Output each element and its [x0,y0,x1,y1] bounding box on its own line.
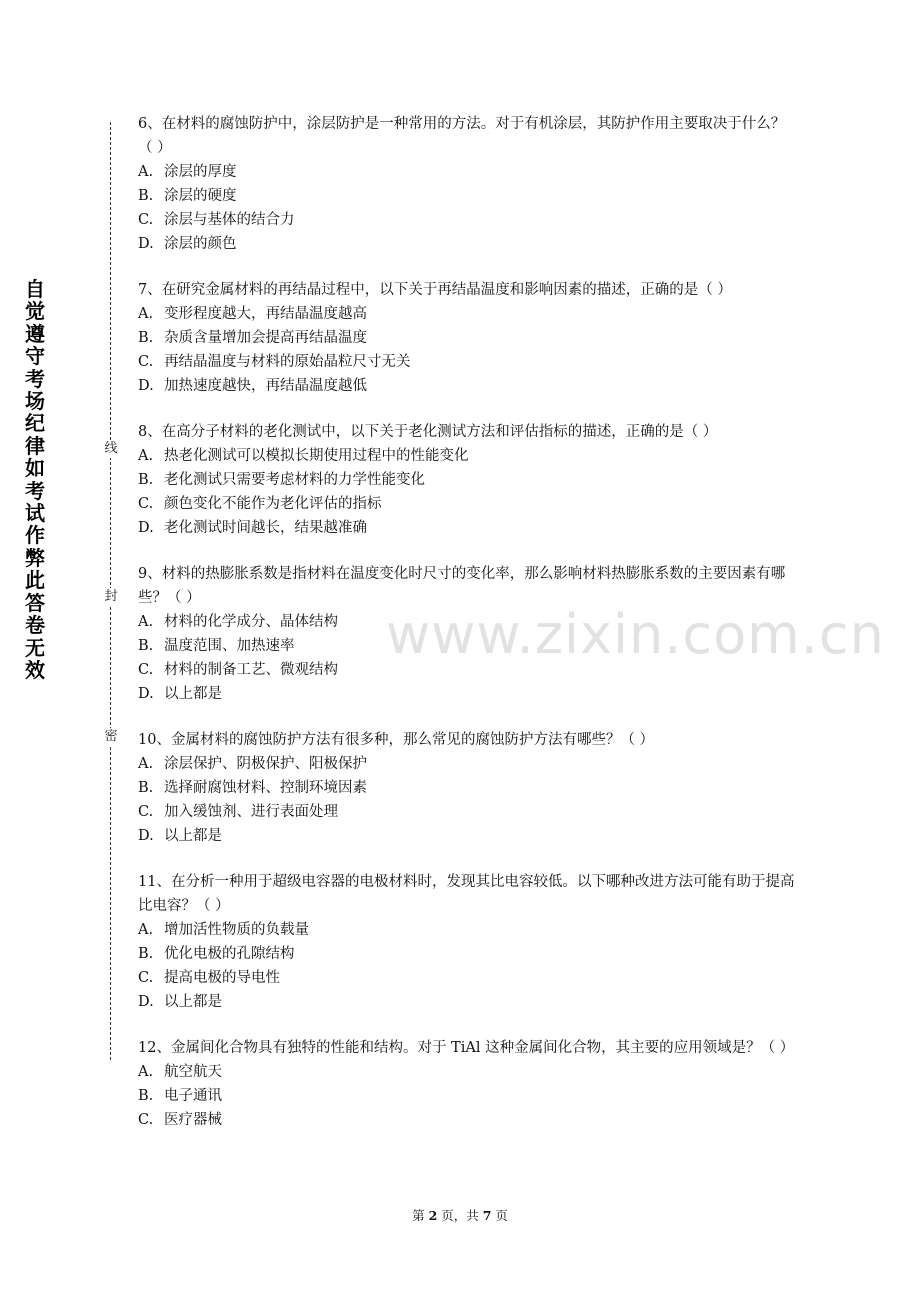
option-letter: B. [138,188,154,204]
seal-label-seal: 封 [104,589,118,604]
question-stem: 6、在材料的腐蚀防护中，涂层防护是一种常用的方法。对于有机涂层，其防护作用主要取决于什么？（ ） [138,116,786,156]
question-block [138,1036,798,1132]
seal-label-secret: 密 [104,729,118,744]
option-text: 以上都是 [164,828,222,844]
option-text: 以上都是 [164,994,222,1010]
answer-option [138,232,798,256]
option-letter: C. [138,804,154,820]
watermark: www.zixin.com.cn [386,603,885,666]
footer-middle: 页，共 [437,1208,483,1223]
option-text: 杂质含量增加会提高再结晶温度 [164,330,367,346]
option-letter: A. [138,164,154,180]
option-letter: B. [138,946,154,962]
option-letter: C. [138,496,154,512]
option-letter: D. [138,828,154,844]
option-letter: C. [138,970,154,986]
answer-option [138,1108,798,1132]
answer-option [138,824,798,848]
option-letter: A. [138,756,154,772]
question-list [138,112,885,1154]
answer-option [138,1084,798,1108]
option-text: 医疗器械 [164,1112,222,1128]
answer-option [138,184,798,208]
option-text: 加入缓蚀剂、进行表面处理 [164,804,338,820]
option-text: 航空航天 [164,1064,222,1080]
answer-option [138,776,798,800]
option-text: 涂层的硬度 [164,188,237,204]
option-letter: A. [138,306,154,322]
question-stem: 11、在分析一种用于超级电容器的电极材料时，发现其比电容较低。以下哪种改进方法可能有助于提高比电容？（ ） [138,874,795,914]
question-stem: 7、在研究金属材料的再结晶过程中，以下关于再结晶温度和影响因素的描述，正确的是（ ） [138,282,732,298]
answer-option [138,634,798,658]
option-text: 再结晶温度与材料的原始晶粒尺寸无关 [164,354,411,370]
option-letter: C. [138,1112,154,1128]
question-block [138,278,798,398]
answer-option [138,610,798,634]
answer-option [138,682,798,706]
option-text: 优化电极的孔隙结构 [164,946,295,962]
option-text: 增加活性物质的负载量 [164,922,309,938]
footer-suffix: 页 [491,1208,508,1223]
answer-option [138,918,798,942]
page-footer [0,1206,920,1226]
option-letter: B. [138,1088,154,1104]
option-letter: A. [138,448,154,464]
answer-option [138,966,798,990]
option-text: 涂层的厚度 [164,164,237,180]
answer-option [138,1060,798,1084]
option-letter: B. [138,780,154,796]
option-letter: D. [138,686,154,702]
option-letter: D. [138,236,154,252]
footer-prefix: 第 [412,1208,429,1223]
answer-option [138,516,798,540]
option-text: 涂层的颜色 [164,236,237,252]
answer-option [138,208,798,232]
answer-option [138,350,798,374]
question-stem: 9、材料的热膨胀系数是指材料在温度变化时尺寸的变化率，那么影响材料热膨胀系数的主要因素有哪些？（ ） [138,566,786,606]
answer-option [138,374,798,398]
answer-option [138,752,798,776]
option-letter: D. [138,378,154,394]
option-text: 老化测试时间越长，结果越准确 [164,520,367,536]
option-letter: B. [138,638,154,654]
option-text: 涂层保护、阴极保护、阳极保护 [164,756,367,772]
option-text: 提高电极的导电性 [164,970,280,986]
option-letter: D. [138,520,154,536]
question-stem: 12、金属间化合物具有独特的性能和结构。对于 TiAl 这种金属间化合物，其主要的应用领域是？（ ） [138,1040,795,1056]
option-text: 变形程度越大，再结晶温度越高 [164,306,367,322]
question-stem: 10、金属材料的腐蚀防护方法有很多种，那么常见的腐蚀防护方法有哪些？（ ） [138,732,655,748]
answer-option [138,942,798,966]
question-block [138,562,885,706]
option-letter: C. [138,662,154,678]
question-block [138,420,798,540]
footer-total-pages: 7 [482,1208,492,1223]
option-text: 涂层与基体的结合力 [164,212,295,228]
option-letter: B. [138,330,154,346]
exam-discipline-notice: 自 觉 遵 守 考 场 纪 律 如 考 试 作 弊 此 答 卷 无 效 [25,277,45,682]
answer-option [138,990,798,1014]
option-text: 老化测试只需要考虑材料的力学性能变化 [164,472,425,488]
answer-option [138,658,798,682]
option-text: 热老化测试可以模拟长期使用过程中的性能变化 [164,448,469,464]
footer-page-number: 2 [428,1208,438,1223]
option-letter: A. [138,614,154,630]
option-text: 电子通讯 [164,1088,222,1104]
question-block [138,870,798,1014]
answer-option [138,326,798,350]
answer-option [138,302,798,326]
option-text: 以上都是 [164,686,222,702]
question-block [138,728,798,848]
option-letter: C. [138,212,154,228]
question-stem: 8、在高分子材料的老化测试中，以下关于老化测试方法和评估指标的描述，正确的是（ ） [138,424,718,440]
question-block [138,112,798,256]
answer-option [138,492,798,516]
option-text: 颜色变化不能作为老化评估的指标 [164,496,382,512]
answer-option [138,468,798,492]
option-text: 材料的制备工艺、微观结构 [164,662,338,678]
answer-option [138,160,798,184]
option-letter: B. [138,472,154,488]
answer-option [138,444,798,468]
option-letter: A. [138,1064,154,1080]
option-letter: C. [138,354,154,370]
option-text: 加热速度越快，再结晶温度越低 [164,378,367,394]
seal-label-line: 线 [104,441,118,456]
option-letter: A. [138,922,154,938]
option-letter: D. [138,994,154,1010]
option-text: 材料的化学成分、晶体结构 [164,614,338,630]
option-text: 选择耐腐蚀材料、控制环境因素 [164,780,367,796]
answer-option [138,800,798,824]
option-text: 温度范围、加热速率 [164,638,295,654]
